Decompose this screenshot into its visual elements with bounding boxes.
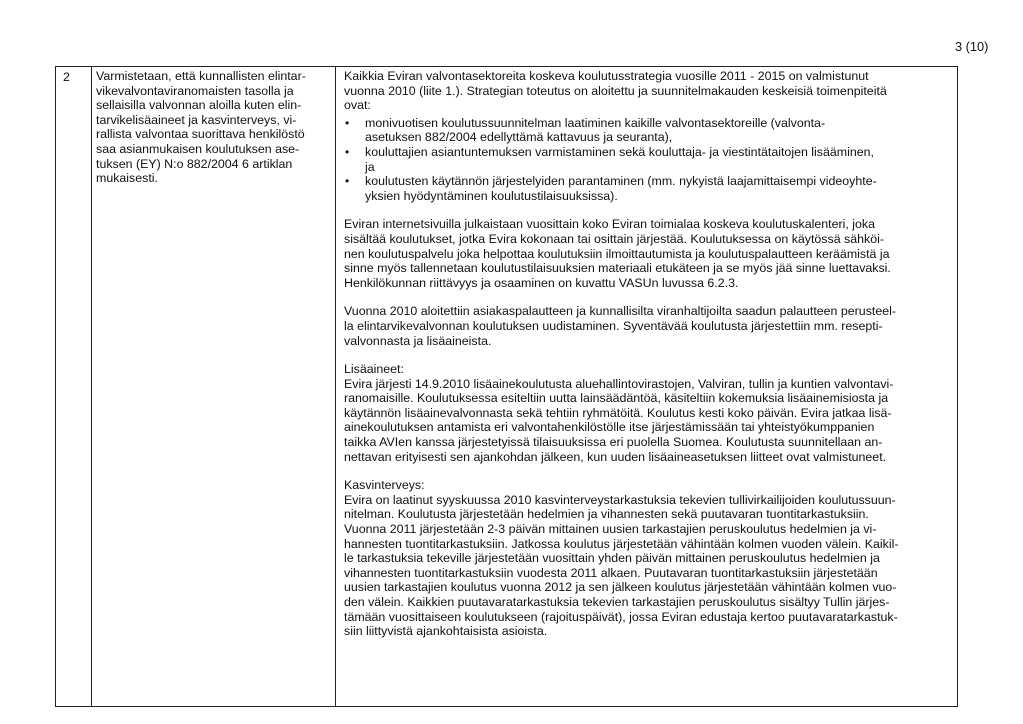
- list-item: [344, 145, 956, 174]
- requirements-table: [55, 66, 958, 707]
- additives-paragraph: [344, 362, 956, 464]
- text-line: vihannesten tuontitarkastuksiin vuodesta 2011 alkaen. Puutavaran tuontitarkastuksiin järjestetään: [344, 565, 878, 580]
- list-item: [344, 116, 956, 145]
- text-line: le tarkastuksia tekeville järjestetään vuosittain yhden päivän mittainen peruskoulutus hedelmien ja: [344, 551, 880, 566]
- column-divider: [91, 67, 92, 706]
- text-line: tämään vuosittaiseen koulutukseen (rajoituspäivät), jossa Eviran edustaja kertoo puutavaratarkastuk-: [344, 609, 898, 624]
- text-line: vuonna 2010 (liite 1.). Strategian toteutus on aloitettu ja suunnitelmakauden keskeisiä toimenpiteitä: [344, 83, 887, 98]
- text-line: Evira on laatinut syyskuussa 2010 kasvinterveystarkastuksia tekevien tullivirkailijoiden koulutussuun-: [344, 492, 896, 507]
- text-line: nettavan erityisesti sen ajankohdan jälkeen, kun uuden lisäaineasetuksen liitteet ovat valmistuneet.: [344, 449, 887, 464]
- strategy-measures-list: [344, 116, 956, 204]
- text-line: käytännön lisäainevalvonnasta sekä tehtiin ryhmätöitä. Koulutus kesti koko päivän. Evira jatkaa lisä-: [344, 405, 892, 420]
- text-line: Vuonna 2010 aloitettiin asiakaspalautteen ja kunnallisilta viranhaltijoilta saadun palautteen perusteel-: [344, 304, 896, 319]
- text-line: ovat:: [344, 98, 371, 113]
- text-line: Henkilökunnan riittävyys ja osaaminen on kuvattu VASUn luvussa 6.2.3.: [344, 275, 739, 290]
- text-line: nitelman. Koulutusta järjestetään hedelmien ja vihannesten sekä puutavaran tuontitarkastuksiin.: [344, 507, 869, 522]
- requirement-line: tarvikelisäaineet ja kasvinterveys, vi-: [96, 112, 297, 127]
- requirement-line: mukaisesti.: [96, 171, 158, 186]
- text-line: • koulutusten käytännön järjestelyiden parantaminen (mm. nykyistä laajamittaisempi videoyhte-: [365, 174, 877, 189]
- text-line: • kouluttajien asiantuntemuksen varmistaminen sekä kouluttaja- ja viestintätaitojen lisääminen,: [365, 144, 874, 159]
- text-line: la elintarvikevalvonnan koulutuksen uudistaminen. Syventävää koulutusta järjestettiin mm. resepti-: [344, 318, 883, 333]
- page-number: 3 (10): [955, 39, 989, 54]
- text-line: sisältää koulutukset, jotka Evira kokonaan tai osittain järjestää. Koulutuksessa on käytössä sähköi-: [344, 231, 884, 246]
- text-line: ja: [365, 159, 375, 174]
- internet-paragraph: [344, 217, 956, 290]
- text-line: den välein. Kaikkien puutavaratarkastuksia tekevien tarkastajien peruskoulutus sisältyy Tullin järjes-: [344, 595, 890, 609]
- text-line: yksien hyödyntäminen koulutustilaisuuksissa).: [365, 188, 618, 203]
- text-line: uusien tarkastajien koulutus vuonna 2012 ja sen jälkeen koulutus järjestetään vähintään kolmen vuo-: [344, 580, 897, 595]
- text-line: sinne myös tallennetaan koulutustilaisuuksien materiaali etukäteen ja se myös jää sinne luettavaksi.: [344, 261, 891, 276]
- requirement-line: Varmistetaan, että kunnallisten elintar-: [96, 69, 306, 83]
- requirement-line: tuksen (EY) N:o 882/2004 6 artiklan: [96, 156, 293, 171]
- text-line: • monivuotisen koulutussuunnitelman laatiminen kaikille valvontasektoreille (valvonta-: [365, 115, 826, 130]
- implementation-cell: [344, 69, 956, 639]
- text-line: siin liittyvistä ajankohtaisista asioista.: [344, 624, 548, 639]
- text-line: asetuksen 882/2004 edellyttämä kattavuus ja seuranta),: [365, 130, 673, 145]
- text-line: Vuonna 2011 järjestetään 2-3 päivän mittainen uusien tarkastajien peruskoulutus hedelmien ja vi-: [344, 522, 877, 537]
- requirement-cell: [96, 69, 331, 186]
- requirement-line: rallista valvontaa suorittava henkilöstö: [96, 127, 305, 142]
- row-number: 2: [63, 70, 70, 84]
- requirement-line: saa asianmukaisen koulutuksen ase-: [96, 141, 300, 156]
- strategy-intro: [344, 69, 956, 113]
- plant-health-paragraph: [344, 478, 956, 639]
- year-2010-paragraph: [344, 304, 956, 348]
- column-divider: [335, 67, 336, 706]
- text-line: Eviran internetsivuilla julkaistaan vuosittain koko Eviran toimialaa koskeva koulutuskalenteri, joka: [344, 217, 876, 232]
- section-heading: Lisäaineet:: [344, 362, 404, 377]
- list-item: [344, 174, 956, 203]
- text-line: Kaikkia Eviran valvontasektoreita koskeva koulutusstrategia vuosille 2011 - 2015 on valmistunut: [344, 69, 869, 83]
- text-line: taikka AVIen kanssa järjestetyissä tilaisuuksissa eri puolella Suomea. Koulutusta suunnitellaan an-: [344, 435, 883, 450]
- text-line: hannesten tuontitarkastuksiin. Jatkossa koulutus järjestetään vähintään kolmen vuoden välein. Kaikil-: [344, 536, 899, 551]
- text-line: ranomaisille. Koulutuksessa esiteltiin uutta lainsäädäntöä, käsiteltiin kokemuksia lisäainemisiosta ja: [344, 391, 889, 406]
- text-line: nen koulutuspalvelu joka helpottaa koulutuksiin ilmoittautumista ja koulutuspalautteen keräämistä ja: [344, 246, 890, 261]
- text-line: ainekoulutuksen antamista eri valvontahenkilöstölle itse järjestämissään tai yhteistyökumppanien: [344, 420, 875, 435]
- section-heading: Kasvinterveys:: [344, 478, 425, 493]
- text-line: valvonnasta ja lisäaineista.: [344, 333, 492, 348]
- requirement-line: sellaisilla valvonnan aloilla kuten elin-: [96, 98, 302, 113]
- requirement-line: vikevalvontaviranomaisten tasolla ja: [96, 83, 294, 98]
- text-line: Evira järjesti 14.9.2010 lisäainekoulutusta aluehallintovirastojen, Valviran, tullin ja kuntien valvontavi-: [344, 376, 894, 391]
